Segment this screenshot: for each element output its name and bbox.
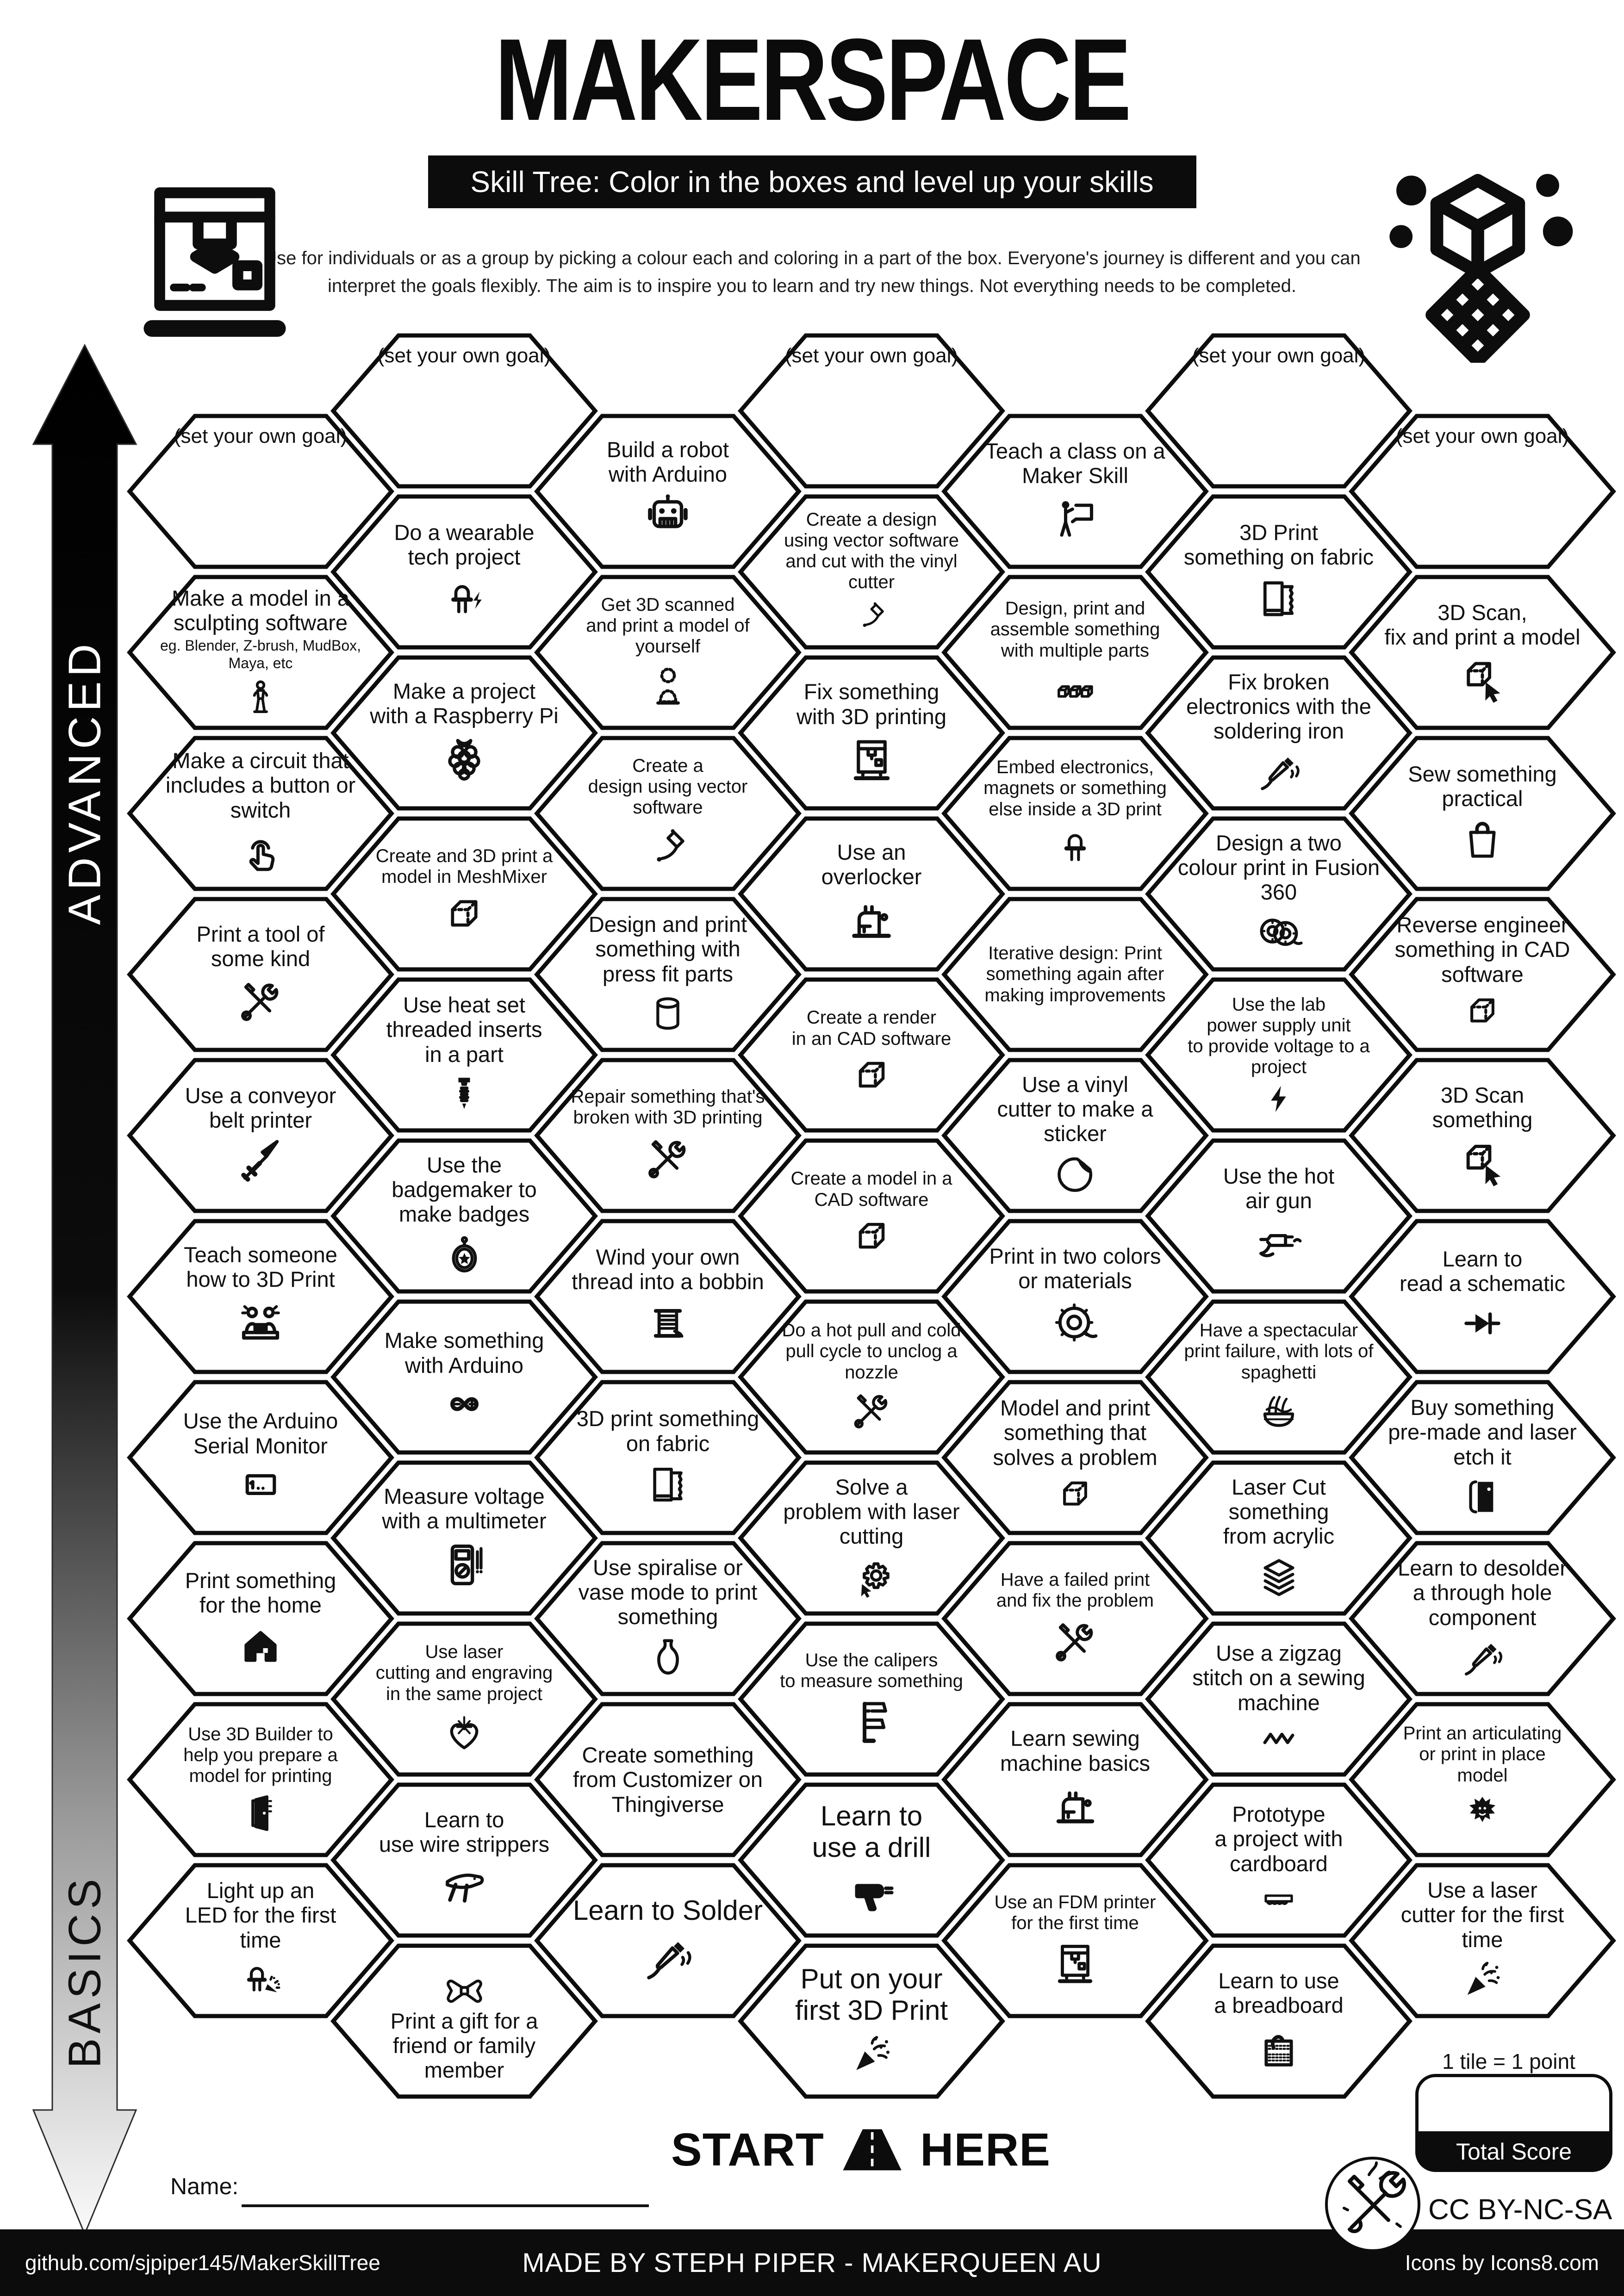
hex-label: Print in two colors or materials xyxy=(989,1243,1161,1293)
zigzag-icon xyxy=(1260,1719,1298,1757)
maker-tools-badge-icon xyxy=(1323,2154,1423,2254)
hex-label: Design, print and assemble something with multiple parts xyxy=(990,598,1160,661)
cardboard-icon xyxy=(1260,1880,1298,1918)
people-laptop-icon xyxy=(233,1296,288,1351)
hex-label: 3D print something on fabric xyxy=(576,1406,759,1456)
hex-label: Repair something that's broken with 3D printing xyxy=(571,1086,765,1128)
start-label: START xyxy=(671,2123,824,2176)
footer-credit: MADE BY STEPH PIPER - MAKERQUEEN AU xyxy=(522,2247,1102,2278)
led-party-icon xyxy=(237,1957,284,2003)
drill-icon xyxy=(846,1868,897,1920)
footer-icons-credit: Icons by Icons8.com xyxy=(1405,2251,1599,2275)
hex-label: Iterative design: Print something again after making improvements xyxy=(984,943,1166,1005)
bolt-icon xyxy=(1262,1082,1295,1116)
hex-use-a-laser-cutter-for-the-first-time[interactable] xyxy=(1349,1863,1616,2018)
multimeter-icon xyxy=(437,1538,492,1592)
hex-label: (set your own goal) xyxy=(1395,425,1569,447)
hex-label: Learn to Solder xyxy=(572,1895,763,1926)
here-label: HERE xyxy=(920,2123,1051,2176)
hex-label: (set your own goal) xyxy=(784,344,958,367)
banner-text: Skill Tree: Color in the boxes and level up your skills xyxy=(470,165,1154,199)
hex-label: Use the Arduino Serial Monitor xyxy=(183,1409,338,1458)
hex-label: Use the hot air gun xyxy=(1223,1163,1335,1213)
pen-tool-icon xyxy=(853,597,890,634)
hex-sew-something-practical[interactable] xyxy=(1349,736,1616,891)
presenter-icon xyxy=(1049,492,1101,544)
name-label: Name: xyxy=(170,2173,239,2199)
hex-buy-something-pre-made-and-laser-etch-it[interactable] xyxy=(1349,1380,1616,1535)
start-here xyxy=(671,2113,1051,2187)
hex-label: 3D Print something on fabric xyxy=(1183,520,1374,569)
hex-label: Solve a problem with laser cutting xyxy=(783,1474,960,1549)
hex-label: Design a two colour print in Fusion 360 xyxy=(1177,830,1380,905)
hex-label: Create a design using vector software xyxy=(588,755,748,818)
hex-label: Make a circuit that includes a button or switch xyxy=(165,748,356,822)
heart-laser-icon xyxy=(441,1709,488,1756)
acrylic-layers-icon xyxy=(1255,1553,1303,1601)
hex-label: Use heat set threaded inserts in a part xyxy=(386,993,542,1067)
printer-3d-icon xyxy=(845,733,898,787)
hex-label: (set your own goal) xyxy=(1192,344,1366,367)
noodle-bowl-icon xyxy=(1256,1388,1302,1434)
badge-icon xyxy=(440,1231,489,1279)
cube-icon xyxy=(1460,991,1505,1036)
hex-label: Print a tool of some kind xyxy=(196,921,325,971)
hex-label: (set your own goal) xyxy=(377,344,551,367)
hex-label: Laser Cut something from acrylic xyxy=(1223,1474,1335,1549)
footer-repo-url: github.com/sjpiper145/MakerSkillTree xyxy=(25,2251,380,2275)
hex-label: Make a model in a sculpting software xyxy=(171,585,350,635)
breadboard-icon xyxy=(1253,2022,1305,2074)
hex-label: Have a failed print and fix the problem xyxy=(996,1569,1154,1611)
hex-label: Make a project with a Raspberry Pi xyxy=(370,678,559,728)
hex-label: Reverse engineer something in CAD software xyxy=(1394,912,1570,987)
hex-label: Print an articulating or print in place model xyxy=(1403,1723,1562,1786)
hex-label: Use the calipers to measure something xyxy=(780,1650,963,1691)
door-icon xyxy=(239,1791,283,1835)
sewing-machine-icon xyxy=(844,894,899,948)
screw-icon xyxy=(441,1071,487,1117)
hex-set-your-own-goal[interactable] xyxy=(1349,414,1616,569)
hex-label: Teach someone how to 3D Print xyxy=(184,1242,337,1291)
subtitle-line-1: Use for individuals or as a group by picking a colour each and coloring in a part of the box. Everyone's journey is different and you can xyxy=(263,248,1361,268)
total-score-box[interactable] xyxy=(1415,2074,1612,2172)
hex-label: Teach a class on a Maker Skill xyxy=(985,438,1165,488)
hex-label: Put on your first 3D Print xyxy=(795,1963,948,2026)
diode-icon xyxy=(1459,1300,1506,1347)
gift-bow-icon xyxy=(442,1965,486,2009)
hex-learn-to-read-a-schematic[interactable] xyxy=(1349,1219,1616,1374)
cube-icon xyxy=(1052,1474,1098,1520)
hex-label: Create a render in an CAD software xyxy=(791,1007,952,1049)
tools-icon xyxy=(848,1388,895,1434)
hex-label: Learn to use a breadboard xyxy=(1214,1968,1344,2017)
hex-learn-to-desolder-a-through-hole-component[interactable] xyxy=(1349,1541,1616,1696)
hex-sublabel: eg. Blender, Z-brush, MudBox, Maya, etc xyxy=(160,637,361,672)
robot-icon xyxy=(641,491,695,546)
fabric-icon xyxy=(1254,574,1304,624)
gear-hand-icon xyxy=(847,1553,896,1601)
bust-icon xyxy=(644,662,692,710)
led-bolt-icon xyxy=(439,574,489,624)
wire-strippers-icon xyxy=(438,1861,490,1913)
hex-label: Learn to read a schematic xyxy=(1400,1246,1565,1296)
hex-label: Create something from Customizer on Thingiverse xyxy=(572,1743,763,1817)
3d-printer-logo-icon xyxy=(138,177,292,347)
total-score-label: Total Score xyxy=(1415,2131,1612,2172)
soldering-iron-icon xyxy=(1255,748,1303,796)
hex-label: Use a conveyor belt printer xyxy=(185,1083,336,1132)
road-icon xyxy=(842,2115,902,2184)
hex-label: Model and print something that solves a problem xyxy=(993,1396,1157,1470)
soldering-iron-icon xyxy=(1459,1634,1506,1682)
hex-label: Wind your own thread into a bobbin xyxy=(572,1244,764,1294)
hex-label: Use a laser cutter for the first time xyxy=(1400,1878,1564,1952)
hex-label: Use a zigzag stitch on a sewing machine xyxy=(1192,1641,1365,1715)
hex-label: (set your own goal) xyxy=(174,425,348,447)
name-input-line[interactable] xyxy=(242,2204,649,2207)
soldering-iron-icon xyxy=(640,1931,696,1986)
hex-label: Use the lab power supply unit to provide voltage to a project xyxy=(1188,994,1370,1078)
sewing-machine-icon xyxy=(1049,1780,1102,1833)
cube-cursor-icon xyxy=(1456,1136,1508,1188)
tile-point-note: 1 tile = 1 point xyxy=(1442,2049,1575,2073)
tools-icon xyxy=(1049,1616,1101,1668)
hex-label: Sew something practical xyxy=(1408,761,1557,811)
vase-icon xyxy=(644,1633,692,1682)
banner-bar xyxy=(428,155,1196,208)
hex-label: Create a model in a CAD software xyxy=(790,1168,952,1210)
hex-label: Learn to desolder a through hole component xyxy=(1398,1556,1567,1630)
subtitle-line-2: interpret the goals flexibly. The aim is to inspire you to learn and try new things. Not everything needs to be completed. xyxy=(328,276,1296,296)
sticker-peel-icon xyxy=(1051,1150,1100,1199)
tools-icon xyxy=(642,1133,694,1185)
hex-label: Buy something pre-made and laser etch it xyxy=(1388,1395,1577,1469)
spool-top-icon xyxy=(1049,1297,1101,1349)
house-icon xyxy=(237,1622,284,1669)
hex-label: Build a robot with Arduino xyxy=(607,437,729,486)
hex-print-an-articulating-or-print-in-place-mo[interactable] xyxy=(1349,1702,1616,1857)
hex-label: Light up an LED for the first time xyxy=(185,1878,336,1952)
hex-label: Learn sewing machine basics xyxy=(1000,1726,1150,1775)
dragon-icon xyxy=(1460,1791,1505,1836)
hex-reverse-engineer-something-in-cad-software[interactable] xyxy=(1349,897,1616,1052)
hex-label: Use spiralise or vase mode to print something xyxy=(578,1555,758,1629)
led-icon xyxy=(1052,825,1098,870)
hex-label: Use an overlocker xyxy=(821,839,922,889)
cube-cursor-icon xyxy=(1457,654,1508,705)
hand-tap-icon xyxy=(235,827,286,879)
license-label: CC BY-NC-SA 4.0 xyxy=(1428,2194,1611,2259)
hex-label: Embed electronics, magnets or something else inside a 3D print xyxy=(983,757,1167,819)
shopping-bag-icon xyxy=(1457,815,1507,865)
hex-label: 3D Scan something xyxy=(1432,1082,1533,1132)
hex-label: Have a spectacular print failure, with lots of spaghetti xyxy=(1184,1320,1374,1383)
hex-label: Do a wearable tech project xyxy=(394,520,535,569)
hex-label: Create a design using vector software and cut with the vinyl cutter xyxy=(784,509,959,593)
pen-tool-icon xyxy=(644,823,692,871)
hex-label: Fix something with 3D printing xyxy=(796,679,946,729)
cube-icon xyxy=(439,892,489,942)
hex-label: Create and 3D print a model in MeshMixer xyxy=(375,845,553,887)
three-cubes-icon xyxy=(1055,666,1095,707)
basics-label: BASICS xyxy=(59,1874,110,2068)
two-spools-icon xyxy=(1255,909,1303,957)
hex-label: 3D Scan, fix and print a model xyxy=(1384,600,1580,649)
hex-label: Learn to use a drill xyxy=(812,1800,931,1863)
hex-label: Make something with Arduino xyxy=(384,1328,544,1378)
calipers-icon xyxy=(846,1696,897,1748)
cube-icon xyxy=(847,1215,896,1264)
printer-3d-icon xyxy=(1050,1938,1101,1989)
statue-icon xyxy=(239,677,282,720)
hex-label: Use the badgemaker to make badges xyxy=(392,1152,537,1227)
hex-label: Get 3D scanned and print a model of yourself xyxy=(586,594,750,657)
hex-label: Measure voltage with a multimeter xyxy=(382,1483,547,1533)
hex-label: Print a gift for a friend or family member xyxy=(390,2008,538,2083)
cube-icon xyxy=(847,1054,896,1103)
hex-3d-scan-fix-and-print-a-model[interactable] xyxy=(1349,575,1616,730)
heat-gun-icon xyxy=(1253,1217,1304,1268)
page-title: MAKERSPACE xyxy=(495,15,1129,145)
hex-label: Learn to use wire strippers xyxy=(379,1807,550,1856)
party-popper-icon xyxy=(847,2030,896,2079)
advanced-label: ADVANCED xyxy=(59,639,110,925)
hex-label: Use 3D Builder to help you prepare a model for printing xyxy=(183,1724,338,1787)
tools-icon xyxy=(235,975,286,1027)
hex-label: Fix broken electronics with the soldering iron xyxy=(1186,669,1371,744)
hex-label: Use laser cutting and engraving in the same project xyxy=(375,1642,553,1704)
arduino-infinity-icon xyxy=(442,1382,486,1426)
book-icon xyxy=(1459,1474,1506,1520)
raspberry-icon xyxy=(437,732,492,787)
sword-icon xyxy=(235,1137,286,1188)
hex-3d-scan-something[interactable] xyxy=(1349,1058,1616,1213)
hex-label: Use an FDM printer for the first time xyxy=(994,1892,1156,1933)
hex-label: Prototype a project with cardboard xyxy=(1214,1802,1343,1876)
serial-monitor-icon xyxy=(239,1463,283,1507)
bobbin-icon xyxy=(643,1298,693,1348)
party-popper-icon xyxy=(1459,1956,1506,2004)
hex-label: Use a vinyl cutter to make a sticker xyxy=(997,1072,1153,1146)
hex-label: Design and print something with press fit parts xyxy=(588,912,747,986)
hex-label: Do a hot pull and cold pull cycle to unclog a nozzle xyxy=(782,1320,961,1383)
fabric-icon xyxy=(644,1460,692,1509)
cylinder-icon xyxy=(645,991,691,1037)
hex-label: Print something for the home xyxy=(185,1568,336,1617)
